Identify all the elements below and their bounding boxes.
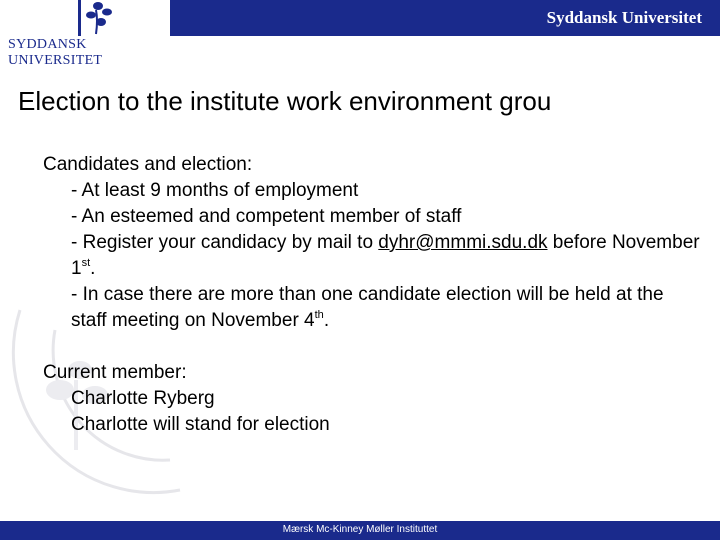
current-member-name: Charlotte Ryberg	[71, 388, 215, 409]
logo-area	[0, 0, 170, 68]
email-link[interactable]: dyhr@mmmi.sdu.dk	[378, 232, 548, 253]
item4-text: - In case there are more than one candidate election will be held at the staff meeting on November 4	[71, 284, 664, 331]
item3-suffix: before November 1	[71, 232, 700, 279]
current-member-note: Charlotte will stand for election	[71, 414, 330, 435]
item3-end: .	[90, 258, 96, 279]
slide-body	[43, 152, 703, 438]
item3-superscript: st	[81, 257, 91, 269]
candidates-heading: Candidates and election:	[43, 154, 253, 175]
tree-icon	[74, 0, 118, 36]
footer-text: Mærsk Mc-Kinney Møller Instituttet	[282, 524, 438, 535]
slide-title: Election to the institute work environment grou	[18, 86, 552, 116]
candidates-item-2: - An esteemed and competent member of staff	[71, 206, 462, 227]
candidates-item-3	[43, 230, 703, 282]
current-member-heading: Current member:	[43, 362, 187, 383]
header-brand: Syddansk Universitet	[546, 8, 702, 27]
item4-superscript: th	[314, 309, 324, 321]
item4-end: .	[323, 310, 330, 331]
item3-prefix: - Register your candidacy by mail to	[71, 232, 379, 253]
candidates-item-4	[43, 282, 703, 334]
spacer	[43, 334, 703, 360]
candidates-item-1: - At least 9 months of employment	[71, 180, 359, 201]
logo-wordmark: SYDDANSK UNIVERSITET	[8, 37, 103, 68]
